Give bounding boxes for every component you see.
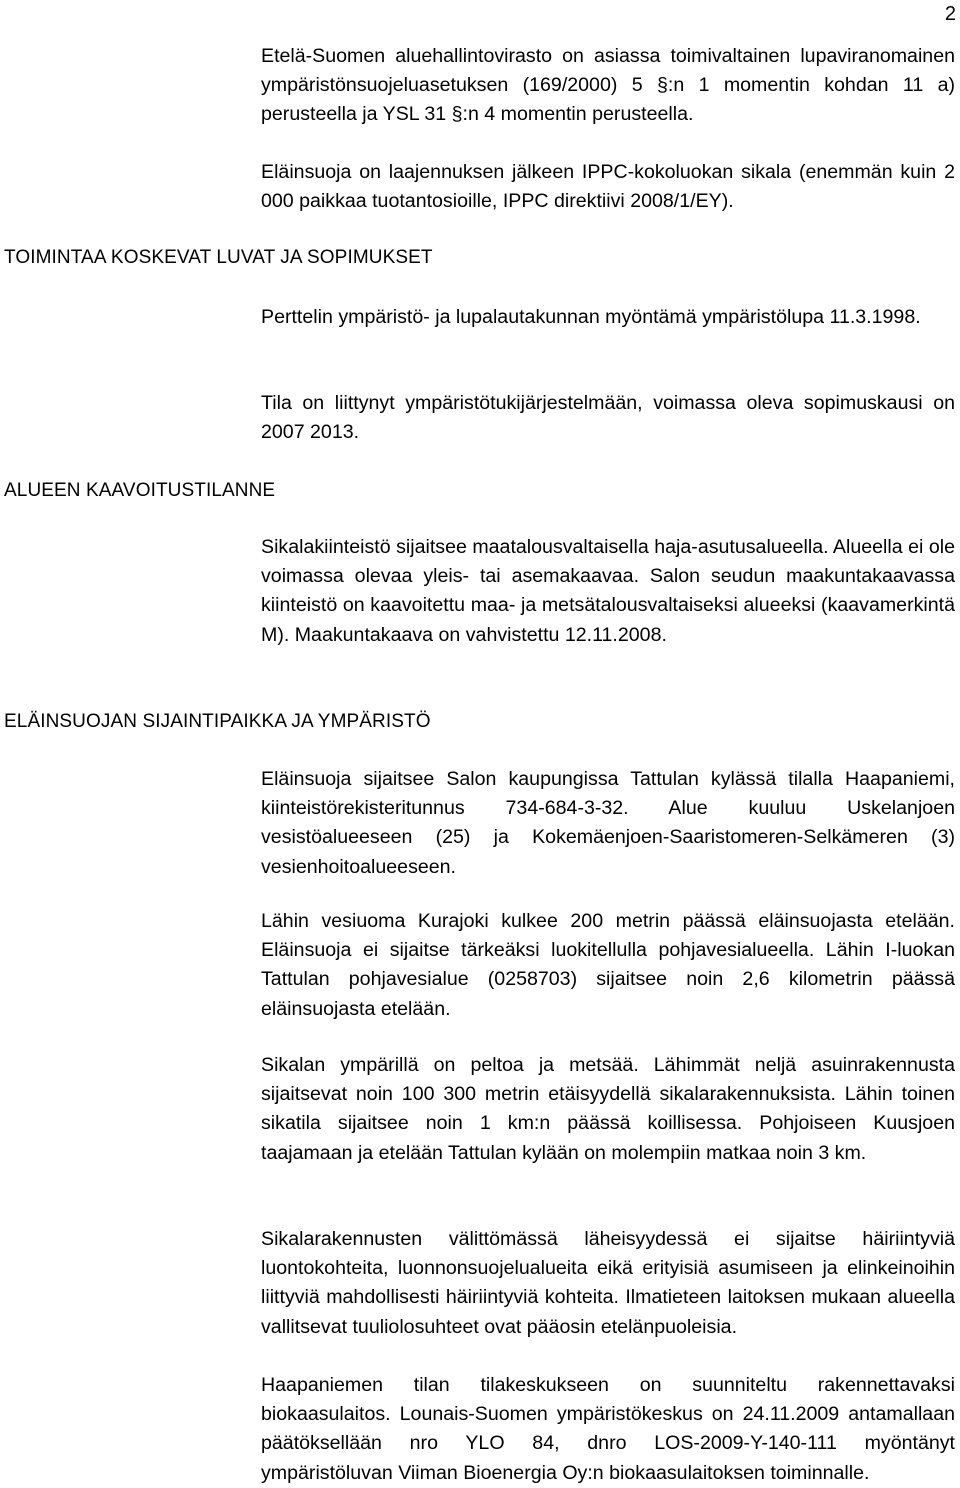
location-paragraph-property: Eläinsuoja sijaitsee Salon kaupungissa Tattulan kylässä tilalla Haapaniemi, kiinteistörekisteritunnus 734-684-3-32. Alue kuuluu Uskelanjoen vesistöalueeseen (25) ja Kokemäenjoen-Saaristomeren-Selkämeren (3) vesienhoitoalueeseen.	[261, 768, 955, 878]
heading-location-surroundings: ELÄINSUOJAN SIJAINTIPAIKKA JA YMPÄRISTÖ	[4, 711, 431, 732]
location-paragraph-sensitive-sites: Sikalarakennusten välittömässä läheisyydessä ei sijaitse häiriintyviä luontokohteita, luonnonsuojelualueita eikä erityisiä asumiseen ja elinkeinoihin liittyviä mahdollisesti häiriintyviä kohteita. Ilmatieteen laitoksen mukaan alueella vallitsevat tuuliolosuhteet ovat pääosin etelänpuoleisia.	[261, 1228, 955, 1338]
heading-permits-agreements: TOIMINTAA KOSKEVAT LUVAT JA SOPIMUKSET	[4, 247, 433, 268]
intro-paragraph-authority: Etelä-Suomen aluehallintovirasto on asiassa toimivaltainen lupaviranomainen ympäristönsuojeluasetuksen (169/2000) 5 §:n 1 momentin kohdan 11 a) perusteella ja YSL 31 §:n 4 momentin perusteella.	[261, 45, 955, 126]
location-paragraph-neighbours: Sikalan ympärillä on peltoa ja metsää. Lähimmät neljä asuinrakennusta sijaitsevat noin 100 300 metrin etäisyydellä sikalarakennuksista. Lähin toinen sikatila sijaitsee noin 1 km:n päässä koillisessa. Pohjoiseen Kuusjoen taajamaan ja etelään Tattulan kylään on molempiin matkaa noin 3 km.	[261, 1054, 955, 1164]
location-paragraph-biogas-plant: Haapaniemen tilan tilakeskukseen on suunniteltu rakennettavaksi biokaasulaitos. Lounais-Suomen ympäristökeskus on 24.11.2009 antamallaan päätöksellään nro YLO 84, dnro LOS-2009-Y-140-111 myöntänyt ympäristöluvan Viiman Bioenergia Oy:n biokaasulaitoksen toiminnalle.	[261, 1374, 955, 1484]
location-paragraph-waters: Lähin vesiuoma Kurajoki kulkee 200 metrin päässä eläinsuojasta etelään. Eläinsuoja ei sijaitse tärkeäksi luokitellulla pohjavesialueella. Lähin I-luokan Tattulan pohjavesialue (0258703) sijaitsee noin 2,6 kilometrin päässä eläinsuojasta etelään.	[261, 910, 955, 1020]
permits-paragraph-environmental-permit: Perttelin ympäristö- ja lupalautakunnan myöntämä ympäristölupa 11.3.1998.	[261, 306, 921, 328]
page-number: 2	[944, 3, 956, 25]
permits-paragraph-support-agreement: Tila on liittynyt ympäristötukijärjestelmään, voimassa oleva sopimuskausi on 2007 2013.	[261, 392, 955, 444]
heading-zoning-status: ALUEEN KAAVOITUSTILANNE	[4, 480, 276, 501]
zoning-paragraph: Sikalakiinteistö sijaitsee maatalousvaltaisella haja-asutusalueella. Alueella ei ole voimassa olevaa yleis- tai asemakaavaa. Salon seudun maakuntakaavassa kiinteistö on kaavoitettu maa- ja metsätalousvaltaiseksi alueeksi (kaavamerkintä M). Maakuntakaava on vahvistettu 12.11.2008.	[261, 536, 955, 646]
intro-paragraph-ippc: Eläinsuoja on laajennuksen jälkeen IPPC-kokoluokan sikala (enemmän kuin 2 000 paikkaa tuotantosioille, IPPC direktiivi 2008/1/EY).	[261, 161, 955, 213]
